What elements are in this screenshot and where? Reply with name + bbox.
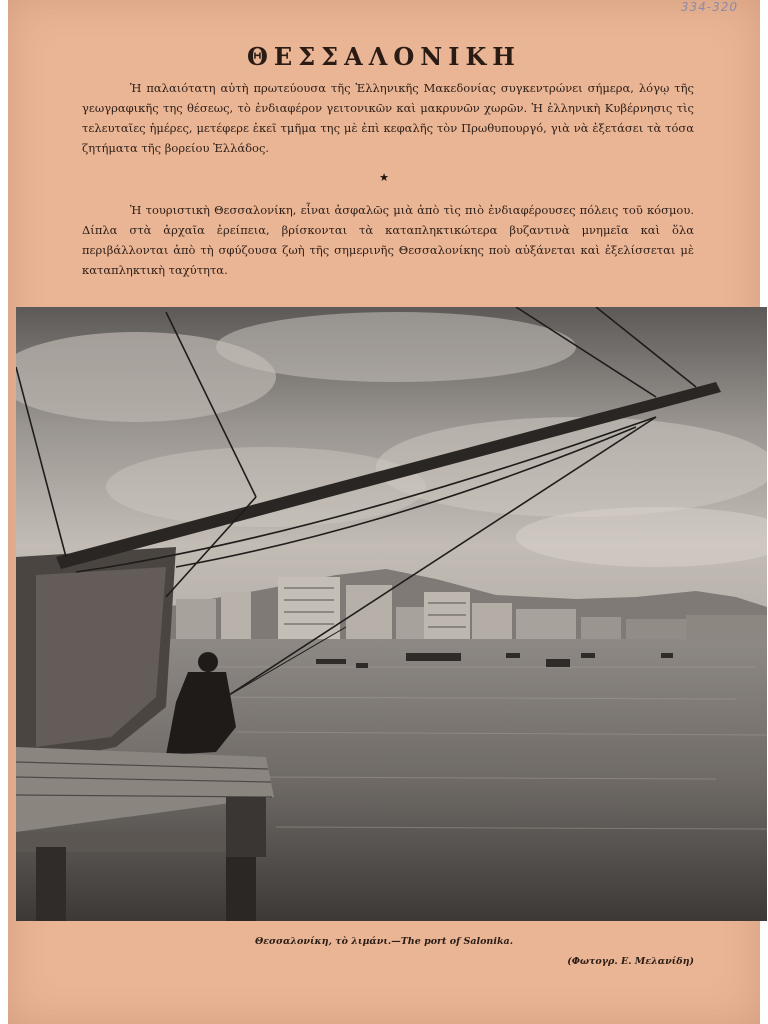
handwritten-page-number: 334-320	[680, 0, 738, 14]
intro-paragraph: Ἡ παλαιότατη αὐτὴ πρωτεύουσα τῆς Ἑλληνικῆς Μακεδονίας συγκεντρώνει σήμερα, λόγῳ τῆς γεωγραφικῆς της θέσεως, τὸ ἐνδιαφέρον γειτονικῶν καὶ μακρυνῶν χωρῶν. Ἡ ἑλληνικὴ Κυβέρνησις τὶς τελευταῖες ἡμέρες, μετέφερε ἐκεῖ τμῆμα της μὲ ἐπὶ κεφαλῆς τὸν Πρωθυπουργό, γιὰ νὰ ἐξετάσει τὰ τόσα ζητήματα τῆς βορείου Ἑλλάδος.	[82, 81, 694, 155]
harbor-photograph	[16, 307, 767, 921]
photo-credit: (Φωτογρ. Ε. Μελανίδη)	[567, 956, 694, 967]
separator-star-icon: ★	[379, 171, 389, 184]
photo-caption: Θεσσαλονίκη, τὸ λιμάνι.—The port of Salonika.	[254, 936, 513, 947]
tourism-paragraph: Ἡ τουριστικὴ Θεσσαλονίκη, εἶναι ἀσφαλῶς μιὰ ἀπὸ τὶς πιὸ ἐνδιαφέρουσες πόλεις τοῦ κόσμου. Δίπλα στὰ ἀρχαῖα ἐρείπεια, βρίσκονται τὰ καταπληκτικώτερα βυζαντινὰ μνημεῖα καὶ ὅλα περιβάλλονται ἀπὸ τὴ σφύζουσα ζωὴ τῆς σημερινῆς Θεσσαλονίκης ποὺ αὐξάνεται καὶ ἐξελίσσεται μὲ καταπληκτικὴ ταχύτητα.	[82, 203, 694, 277]
harbor-photo-illustration	[16, 307, 767, 921]
document-page	[8, 0, 760, 1024]
page-title: ΘΕΣΣΑΛΟΝΙΚΗ	[247, 42, 521, 71]
